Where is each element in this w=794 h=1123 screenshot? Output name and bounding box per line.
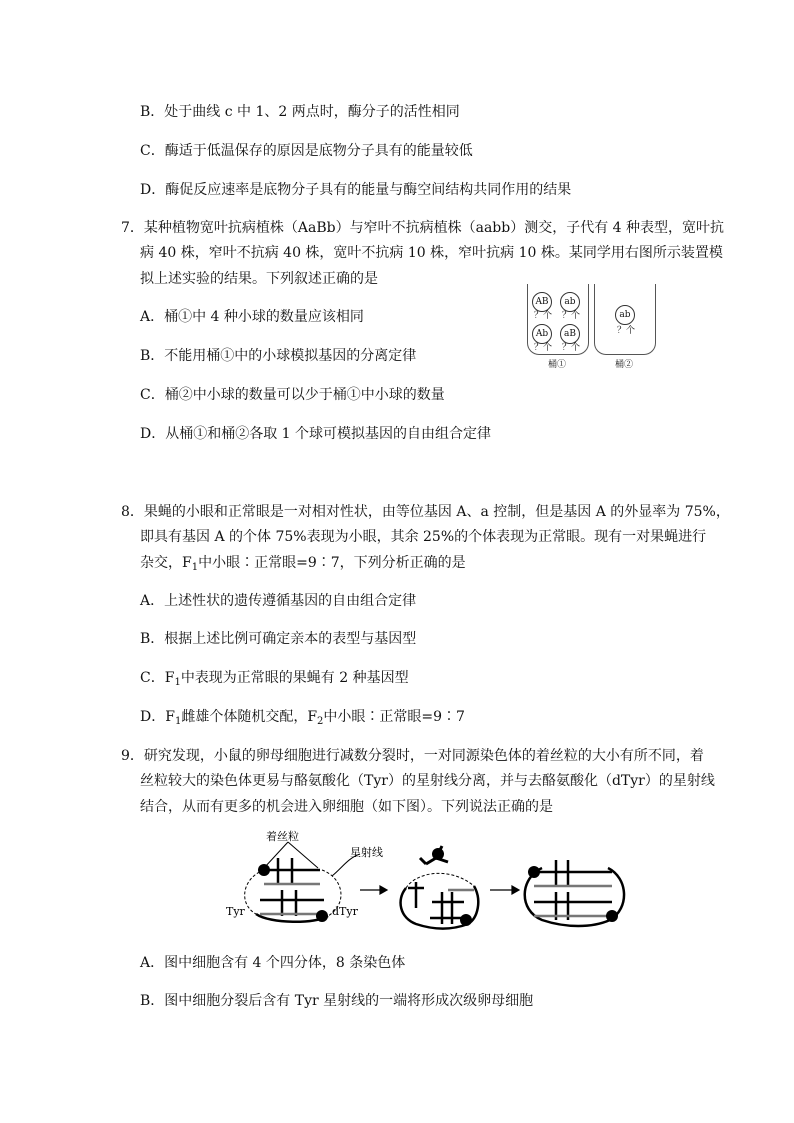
q7-stem-line3: 拟上述实验的结果。下列叙述正确的是 [140, 271, 378, 287]
aster-label: 星射线 [350, 846, 383, 859]
centromere-dot [316, 910, 328, 922]
q6-option-c: C．酶适于低温保存的原因是底物分子具有的能量较低 [140, 143, 473, 159]
arrow-2 [490, 886, 519, 894]
dtyr-label: dTyr [332, 905, 358, 918]
q9-option-b: B．图中细胞分裂后含有 Tyr 星射线的一端将形成次级卵母细胞 [140, 993, 534, 1009]
q8-option-b: B．根据上述比例可确定亲本的表型与基因型 [140, 631, 417, 647]
q8-option-a: A．上述性状的遗传遵循基因的自由组合定律 [140, 593, 417, 609]
barrel-2-label: 桶② [615, 360, 634, 370]
ball-ab-barrel-2: ab [615, 305, 635, 325]
centromere-dot [528, 866, 540, 878]
q8-option-c: C．$F_1$中表现为正常眼的果蝇有 2 种基因型 [140, 670, 409, 688]
q7-stem-line1: 7．某种植物宽叶抗病植株（AaBb）与窄叶不抗病植株（aabb）测交，子代有 4 种表型，宽叶抗 [121, 220, 725, 236]
q6-option-d: D．酶促反应速率是底物分子具有的能量与酶空间结构共同作用的结果 [140, 182, 572, 198]
ball-Ab: Ab [532, 324, 552, 344]
q8-stem-line2: 即具有基因 A 的个体 75%表现为小眼，其余 25%的个体表现为正常眼。现有一对果蝇进行 [140, 529, 707, 545]
centromere-dot [258, 864, 270, 876]
centromere-dot [432, 848, 444, 860]
centromere-dot [606, 910, 618, 922]
q9-stem-line2: 丝粒较大的染色体更易与酪氨酸化（Tyr）的星射线分离，并与去酪氨酸化（dTyr）的星射线 [140, 773, 715, 789]
ball-ab-lower: ab [560, 292, 580, 312]
centromere-dot [460, 914, 472, 926]
q8-stem-line3: 杂交，$F_1$中小眼∶正常眼=9∶7，下列分析正确的是 [140, 555, 466, 573]
barrel-1-label: 桶① [548, 360, 567, 370]
ball-count: ？个 [617, 326, 636, 336]
centromere-label: 着丝粒 [266, 830, 299, 843]
q7-option-d: D．从桶①和桶②各取 1 个球可模拟基因的自由组合定律 [140, 426, 492, 442]
ball-count: ？个 [534, 343, 553, 353]
q8-stem-line1: 8．果蝇的小眼和正常眼是一对相对性状，由等位基因 A、a 控制，但是基因 A 的外显率为 75%， [121, 504, 730, 520]
ball-ab-upper: AB [532, 292, 552, 312]
arrow-1 [360, 886, 387, 894]
ball-count: ？个 [562, 311, 581, 321]
q7-figure [524, 284, 660, 370]
q7-stem-line2: 病 40 株，窄叶不抗病 40 株，宽叶不抗病 10 株，窄叶抗病 10 株。某同学用右图所示装置模 [140, 245, 723, 261]
q9-option-a: A．图中细胞含有 4 个四分体，8 条染色体 [140, 955, 406, 971]
ball-count: ？个 [562, 343, 581, 353]
q8-option-d: D．$F_1$雌雄个体随机交配，$F_2$中小眼∶正常眼=9∶7 [140, 709, 465, 727]
q6-option-b: B．处于曲线 c 中 1、2 两点时，酶分子的活性相同 [140, 104, 460, 120]
cell-1 [245, 842, 341, 922]
q9-figure [220, 828, 630, 940]
ball-count: ？个 [534, 311, 553, 321]
q9-stem-line1: 9．研究发现，小鼠的卵母细胞进行减数分裂时，一对同源染色体的着丝粒的大小有所不同，着 [121, 748, 704, 764]
ball-aB: aB [560, 324, 580, 344]
q7-option-a: A．桶①中 4 种小球的数量应该相同 [140, 309, 364, 325]
q7-option-c: C．桶②中小球的数量可以少于桶①中小球的数量 [140, 387, 445, 403]
tyr-label: Tyr [226, 905, 245, 918]
q9-stem-line3: 结合，从而有更多的机会进入卵细胞（如下图）。下列说法正确的是 [140, 799, 553, 815]
q7-option-b: B．不能用桶①中的小球模拟基因的分离定律 [140, 348, 417, 364]
